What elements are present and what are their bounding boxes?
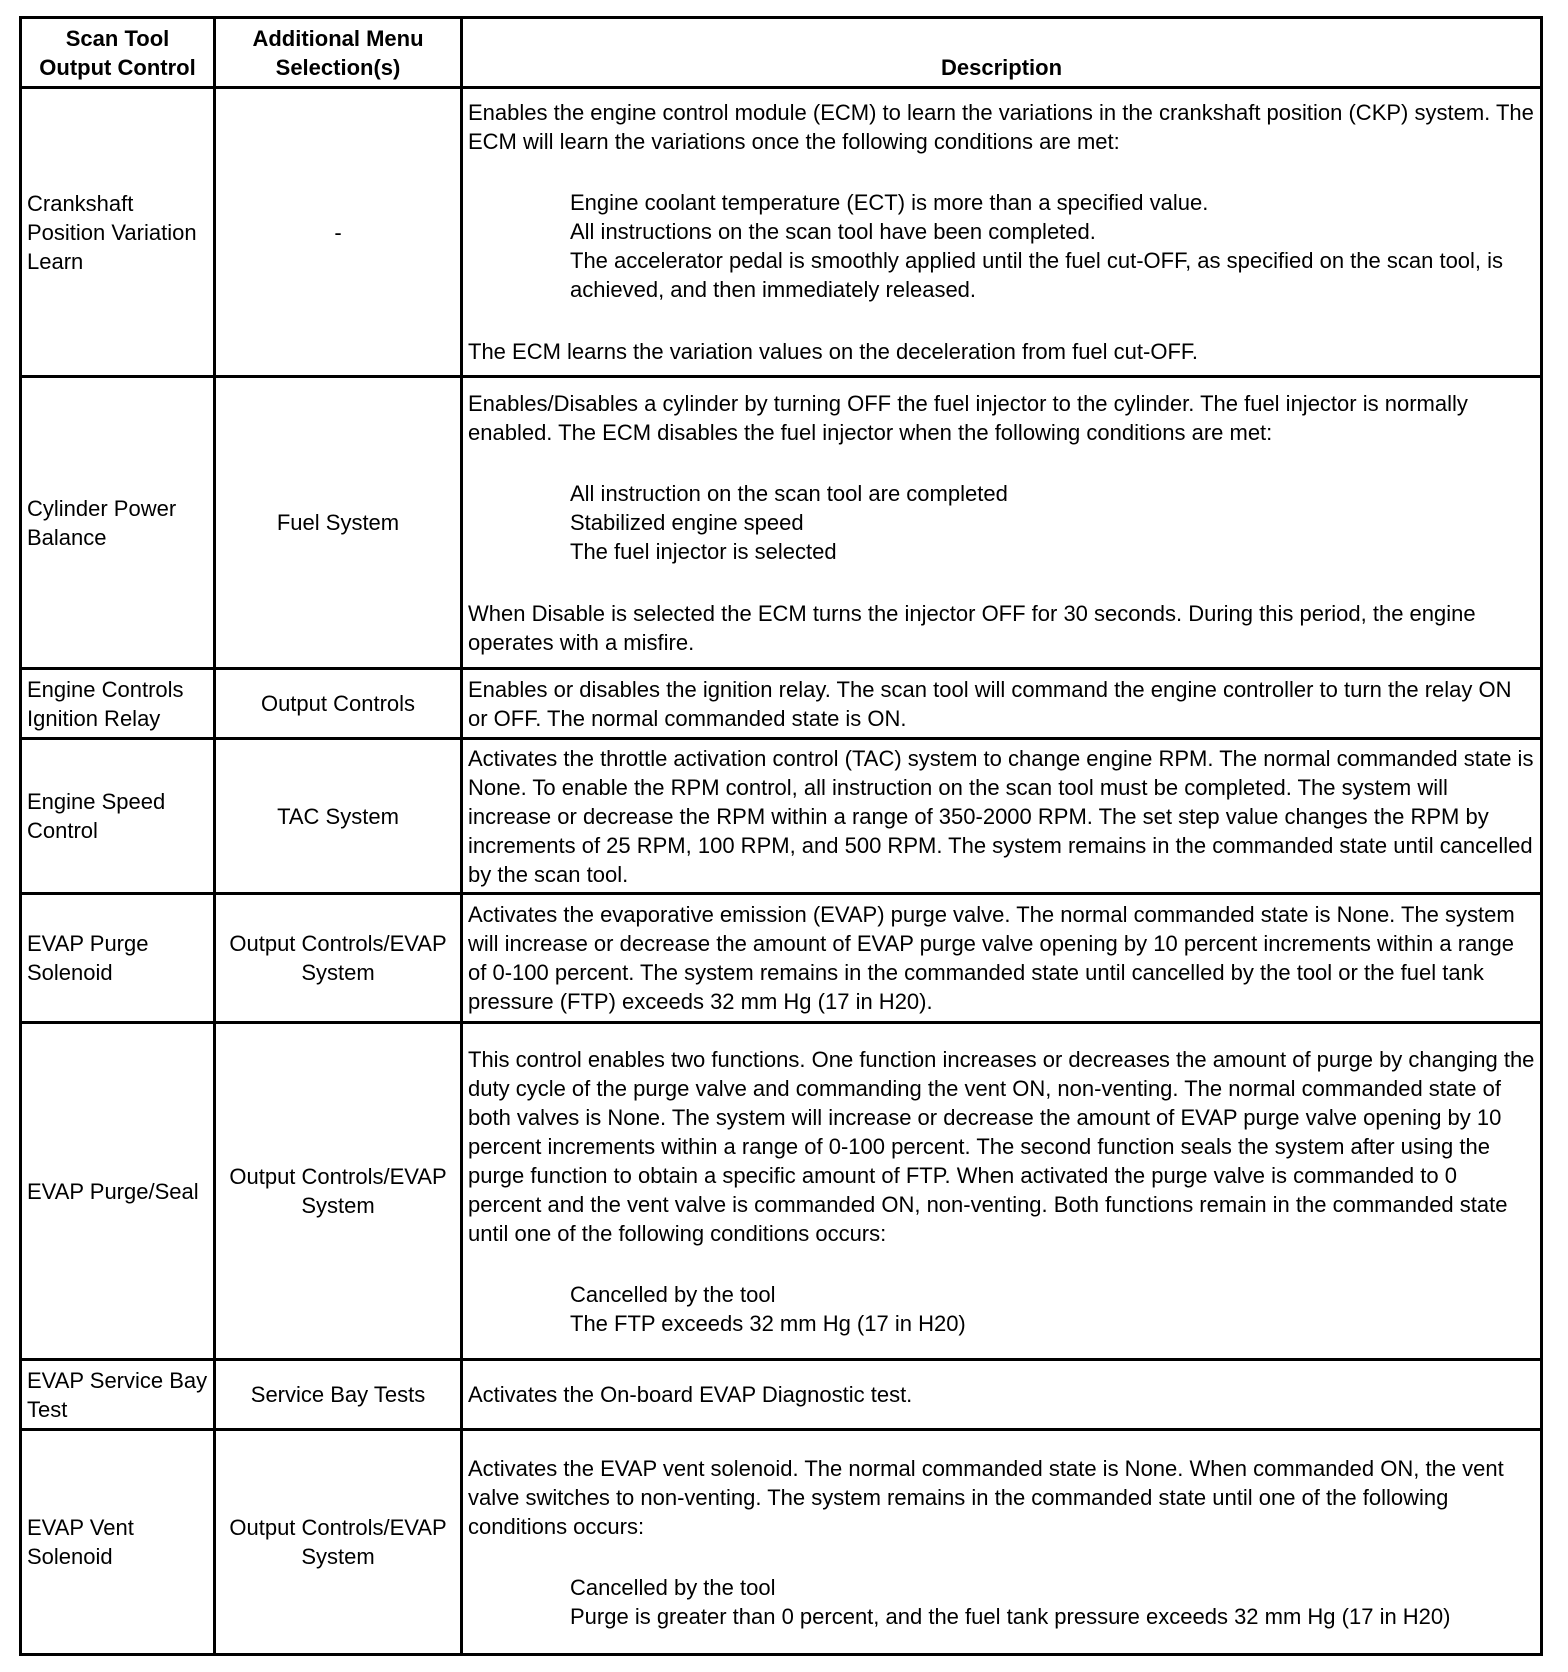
description-cell — [462, 88, 1542, 377]
menu-selection: Output Controls/EVAP System — [215, 1023, 462, 1360]
description-intro: Enables the engine control module (ECM) to learn the variations in the crankshaft position (CKP) system. The ECM will learn the variations once the following conditions are met: — [468, 100, 1534, 154]
menu-selection: Output Controls — [215, 669, 462, 739]
menu-selection: Output Controls/EVAP System — [215, 1430, 462, 1655]
table-row — [21, 88, 1542, 377]
condition-item: Cancelled by the tool — [570, 1281, 776, 1307]
output-control-name: Engine Controls Ignition Relay — [21, 669, 215, 739]
header-additional-menu-selections: Additional Menu Selection(s) — [215, 18, 462, 88]
description-cell — [462, 894, 1542, 1023]
output-controls-table — [19, 16, 1543, 1656]
description-intro: Enables or disables the ignition relay. The scan tool will command the engine controller to turn the relay ON or OFF. The normal commanded state is ON. — [468, 676, 1512, 731]
output-control-name: EVAP Purge/Seal — [21, 1023, 215, 1360]
condition-item: Engine coolant temperature (ECT) is more than a specified value. — [570, 190, 1209, 215]
menu-selection: Fuel System — [215, 377, 462, 669]
condition-item: The accelerator pedal is smoothly applied until the fuel cut-OFF, as specified on the scan tool, is achieved, and then immediately released. — [570, 248, 1504, 302]
output-control-name: Engine Speed Control — [21, 739, 215, 894]
description-cell — [462, 669, 1542, 739]
table-row — [21, 1023, 1542, 1360]
condition-item: The FTP exceeds 32 mm Hg (17 in H20) — [570, 1310, 966, 1336]
condition-item: Purge is greater than 0 percent, and the fuel tank pressure exceeds 32 mm Hg (17 in H20) — [570, 1603, 1451, 1629]
menu-selection: Service Bay Tests — [215, 1360, 462, 1430]
output-control-name: EVAP Vent Solenoid — [21, 1430, 215, 1655]
header-description: Description — [462, 18, 1542, 88]
header-scan-tool-output-control: Scan Tool Output Control — [21, 18, 215, 88]
description-cell — [462, 1023, 1542, 1360]
description-intro: This control enables two functions. One function increases or decreases the amount of purge by changing the duty cycle of the purge valve and commanding the vent ON, non-venting. The normal commanded state of both valves is None. The system will increase or decrease the amount of EVAP purge valve opening by 10 percent increments within a range of 0-100 percent. The second function seals the system after using the purge function to obtain a specific amount of FTP. When activated the purge valve is commanded to 0 percent and the vent valve is commanded ON, non-venting. Both functions remain in the commanded state until one of the following conditions occurs: — [468, 1046, 1535, 1246]
description-outro: The ECM learns the variation values on the deceleration from fuel cut-OFF. — [468, 339, 1199, 364]
description-cell — [462, 739, 1542, 894]
description-cell — [462, 377, 1542, 669]
output-control-name: Cylinder Power Balance — [21, 377, 215, 669]
table-row — [21, 377, 1542, 669]
condition-item: All instructions on the scan tool have been completed. — [570, 219, 1096, 244]
conditions-list — [468, 1573, 1535, 1631]
condition-item: Cancelled by the tool — [570, 1574, 776, 1600]
conditions-list — [468, 1280, 1535, 1338]
header-row — [21, 18, 1542, 88]
description-cell — [462, 1430, 1542, 1655]
condition-item: All instruction on the scan tool are completed — [570, 480, 1008, 506]
condition-item: The fuel injector is selected — [570, 538, 837, 564]
output-control-name: Crankshaft Position Variation Learn — [21, 88, 215, 377]
description-intro: Activates the evaporative emission (EVAP) purge valve. The normal commanded state is None. The system will increase or decrease the amount of EVAP purge valve opening by 10 percent increments within a range of 0-100 percent. The system remains in the commanded state until cancelled by the tool or the fuel tank pressure (FTP) exceeds 32 mm Hg (17 in H20). — [468, 902, 1515, 1014]
table-row — [21, 739, 1542, 894]
menu-selection: Output Controls/EVAP System — [215, 894, 462, 1023]
table-row — [21, 669, 1542, 739]
condition-item: Stabilized engine speed — [570, 509, 804, 535]
description-cell — [462, 1360, 1542, 1430]
description-intro: Activates the EVAP vent solenoid. The normal commanded state is None. When commanded ON, the vent valve switches to non-venting. The system remains in the commanded state until one of the following conditions occurs: — [468, 1455, 1504, 1539]
description-intro: Enables/Disables a cylinder by turning OFF the fuel injector to the cylinder. The fuel injector is normally enabled. The ECM disables the fuel injector when the following conditions are met: — [468, 390, 1468, 445]
table-row — [21, 1360, 1542, 1430]
table-row — [21, 894, 1542, 1023]
menu-selection: - — [215, 88, 462, 377]
output-control-name: EVAP Service Bay Test — [21, 1360, 215, 1430]
menu-selection: TAC System — [215, 739, 462, 894]
description-intro: Activates the throttle activation control (TAC) system to change engine RPM. The normal commanded state is None. To enable the RPM control, all instruction on the scan tool must be completed. The system will increase or decrease the RPM within a range of 350-2000 RPM. The set step value changes the RPM by increments of 25 RPM, 100 RPM, and 500 RPM. The system remains in the commanded state until cancelled by the scan tool. — [468, 745, 1534, 887]
output-control-name: EVAP Purge Solenoid — [21, 894, 215, 1023]
table-row — [21, 1430, 1542, 1655]
description-outro: When Disable is selected the ECM turns the injector OFF for 30 seconds. During this period, the engine operates with a misfire. — [468, 600, 1476, 655]
conditions-list — [468, 188, 1535, 304]
description-intro: Activates the On-board EVAP Diagnostic test. — [468, 1382, 913, 1407]
conditions-list — [468, 479, 1535, 566]
